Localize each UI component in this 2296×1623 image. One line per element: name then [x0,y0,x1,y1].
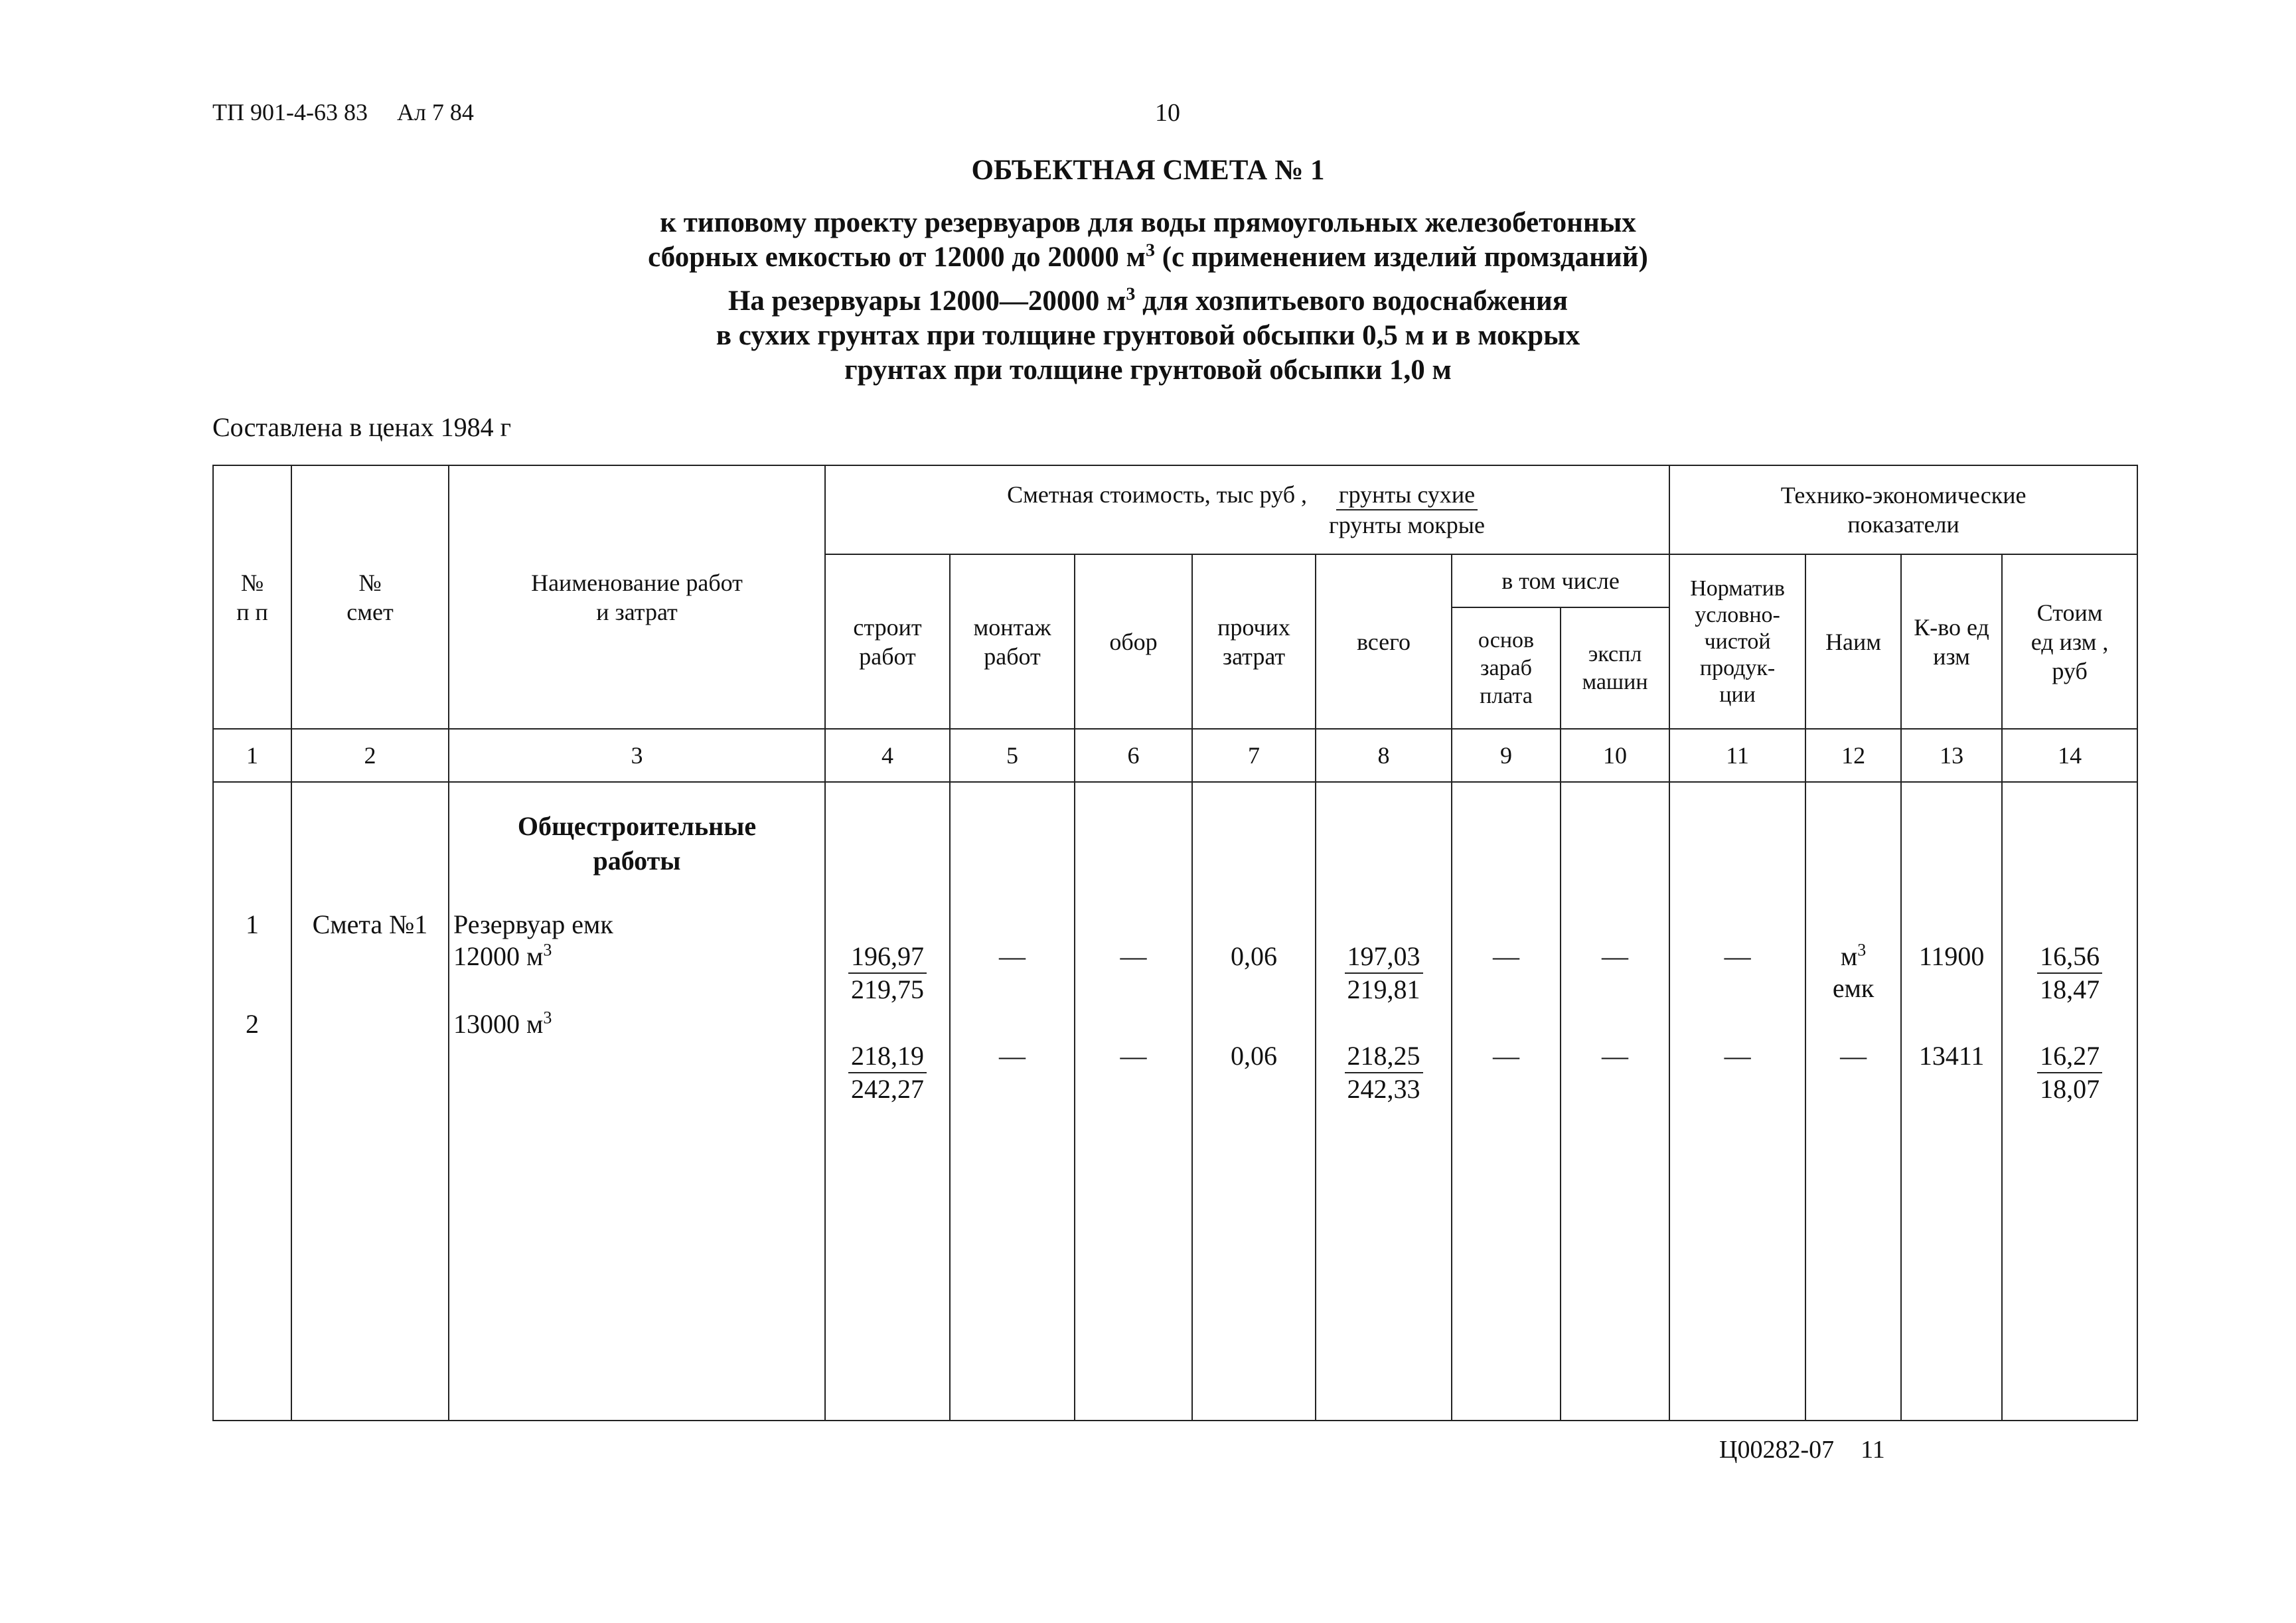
col-number: 14 [2002,729,2137,782]
row-2-machines: — [1602,1041,1629,1071]
row-2-unit-name: — [1840,1041,1867,1071]
table-body [213,782,2137,1421]
col-number: 8 [1316,729,1452,782]
archive-code: Ц00282-07 [1719,1436,1835,1464]
row-1-machines: — [1602,941,1629,971]
header-unit-count: К-во ед изм [1901,554,2002,729]
row-1-construction: 196,97 219,75 [830,941,945,1006]
project-code: ТП 901-4-63 83 [212,99,368,125]
row-2-norm-output: — [1724,1041,1751,1071]
row-1-equipment: — [1120,941,1147,971]
row-1-unit-name: $м^3$ емк [1832,940,1875,1003]
row-1-unit-cost: 16,56 18,47 [2007,941,2133,1006]
page-number: 10 [1155,99,1180,127]
row-1-installation: — [999,941,1026,971]
col-number: 12 [1805,729,1901,782]
row-2-total: 218,25 242,33 [1320,1040,1447,1105]
estimate-table [212,465,2138,1421]
col-number: 13 [1901,729,2002,782]
row-1-unit-count: 11900 [1918,941,1985,971]
header-equipment: обор [1075,554,1192,729]
scope-line-1: На резервуары 12000—20000 $м^3$ для хозпитьевого водоснабжения [727,283,1569,317]
header-tech-group: Технико-экономические показатели [1669,465,2137,554]
header-unit-name: Наим [1805,554,1901,729]
header-row-number: № п п [213,465,291,729]
col-number: 11 [1669,729,1805,782]
header-machine-operation: экспл машин [1561,607,1669,729]
col-number: 2 [291,729,449,782]
col-number: 4 [825,729,950,782]
col-number: 5 [950,729,1075,782]
header-installation: монтаж работ [950,554,1075,729]
header-total: всего [1316,554,1452,729]
header-cost-group: Сметная стоимость, тыс руб , грунты сухие грунты мокрые [825,465,1669,554]
row-2-unit-cost: 16,27 18,07 [2007,1040,2133,1105]
row-2-base-wage: — [1493,1041,1519,1071]
cost-frac-top: грунты сухие [1336,480,1478,510]
row-1-other: 0,06 [1231,941,1277,971]
scope-line-3: грунтах при толщине грунтовой обсыпки 1,0 м [844,354,1452,386]
column-numbers-row [213,729,2137,782]
footer-code [1719,1435,1885,1464]
row-2-unit-count: 13411 [1918,1041,1985,1071]
subtitle [0,206,2296,275]
header-estimate-number: № смет [291,465,449,729]
col-number: 10 [1561,729,1669,782]
header-other: прочих затрат [1192,554,1316,729]
row-1-estimate: Смета №1 [312,909,428,939]
header-construction: строит работ [825,554,950,729]
row-1-total: 197,03 219,81 [1320,941,1447,1006]
header-unit-cost: Стоим ед изм , руб [2002,554,2137,729]
cost-frac-bottom: грунты мокрые [1329,512,1485,538]
col-number: 7 [1192,729,1316,782]
header-base-wage: основ зараб плата [1452,607,1561,729]
row-2-equipment: — [1120,1041,1147,1071]
subtitle-line-1: к типовому проекту резервуаров для воды прямоугольных железобетонных [660,207,1636,238]
row-2-construction: 218,19 242,27 [830,1040,945,1105]
row-1-name: Резервуар емк 12000 $м^3$ [453,909,613,971]
row-1-base-wage: — [1493,941,1519,971]
header-norm-output: Норматив условно- чистой продук- ции [1669,554,1805,729]
document-code [212,98,474,126]
subtitle-line-2: сборных емкостью от 12000 до 20000 $м^3$ (с применением изделий промзданий) [648,240,1648,273]
header-work-name: Наименование работ и затрат [449,465,825,729]
row-2-installation: — [999,1041,1026,1071]
scope-line-2: в сухих грунтах при толщине грунтовой обсыпки 0,5 м и в мокрых [716,320,1580,351]
col-number: 3 [449,729,825,782]
price-basis-note: Составлена в ценах 1984 г [212,412,511,442]
col-number: 1 [213,729,291,782]
section-title: Общестроительные работы [517,811,757,876]
row-1-norm-output: — [1724,941,1751,971]
row-2-number: 2 [246,1009,259,1039]
album-code: Ал 7 84 [396,99,474,125]
row-2-name: 13000 $м^3$ [453,1008,552,1039]
col-number: 9 [1452,729,1561,782]
row-2-other: 0,06 [1231,1041,1277,1071]
sheet-number: 11 [1861,1436,1885,1464]
row-1-number: 1 [246,909,259,939]
subtitle-scope [0,284,2296,388]
header-including: в том числе [1452,554,1669,607]
page-title: ОБЪЕКТНАЯ СМЕТА № 1 [971,155,1325,186]
col-number: 6 [1075,729,1192,782]
